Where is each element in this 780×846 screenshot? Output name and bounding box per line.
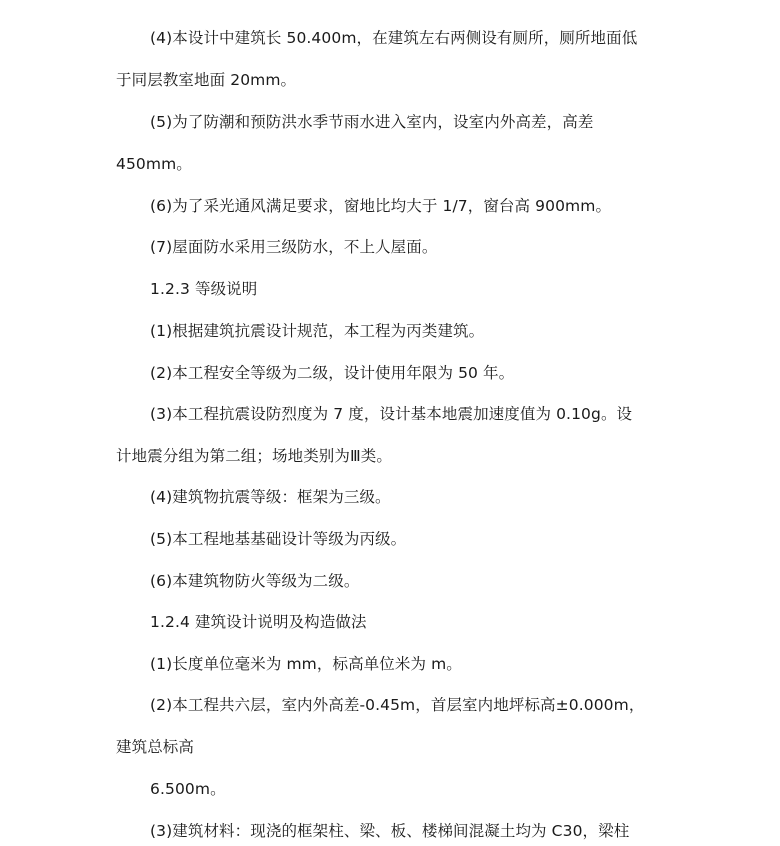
- paragraph-line: (4)建筑物抗震等级：框架为三级。: [150, 488, 391, 506]
- paragraph-line: (1)根据建筑抗震设计规范，本工程为丙类建筑。: [150, 322, 485, 340]
- paragraph-line: 计地震分组为第二组；场地类别为Ⅲ类。: [116, 447, 392, 465]
- paragraph-line: (2)本工程共六层，室内外高差-0.45m，首层室内地坪标高±0.000m，: [150, 696, 645, 714]
- paragraph-line: (3)本工程抗震设防烈度为 7 度，设计基本地震加速度值为 0.10g。设: [150, 405, 633, 423]
- paragraph-line: (3)建筑材料：现浇的框架柱、梁、板、楼梯间混凝土均为 C30，梁柱: [150, 822, 630, 840]
- paragraph-line: 6.500m。: [150, 780, 226, 798]
- paragraph-line: (6)本建筑物防火等级为二级。: [150, 572, 360, 590]
- paragraph-line: 建筑总标高: [116, 738, 195, 756]
- paragraph-line: (5)为了防潮和预防洪水季节雨水进入室内，设室内外高差，高差: [150, 113, 594, 131]
- paragraph-line: (1)长度单位毫米为 mm，标高单位米为 m。: [150, 655, 462, 673]
- section-heading: 1.2.3 等级说明: [150, 280, 258, 298]
- paragraph-line: 于同层教室地面 20mm。: [116, 71, 297, 89]
- paragraph-line: (7)屋面防水采用三级防水，不上人屋面。: [150, 238, 438, 256]
- paragraph-line: 450mm。: [116, 155, 192, 173]
- paragraph-line: (6)为了采光通风满足要求，窗地比均大于 1/7，窗台高 900mm。: [150, 197, 612, 215]
- paragraph-line: (2)本工程安全等级为二级，设计使用年限为 50 年。: [150, 364, 515, 382]
- paragraph-line: (4)本设计中建筑长 50.400m，在建筑左右两侧设有厕所，厕所地面低: [150, 29, 638, 47]
- paragraph-line: (5)本工程地基基础设计等级为丙级。: [150, 530, 407, 548]
- section-heading: 1.2.4 建筑设计说明及构造做法: [150, 613, 367, 631]
